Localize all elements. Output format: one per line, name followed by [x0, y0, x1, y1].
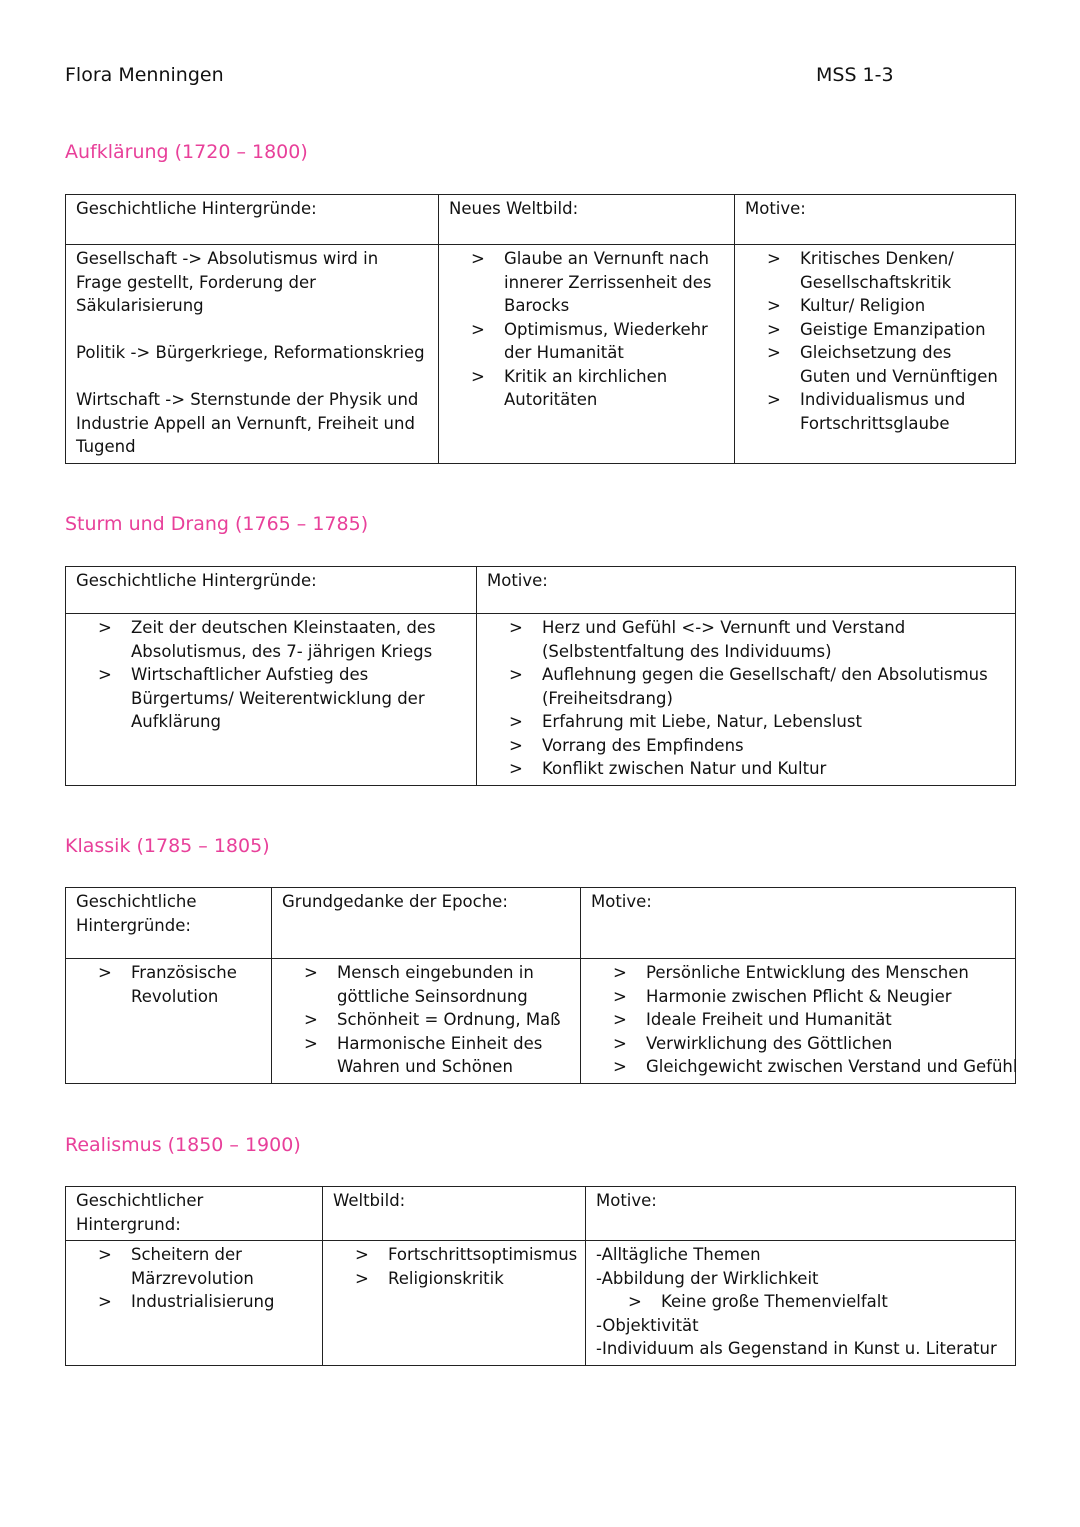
content-cell	[66, 959, 272, 1084]
bullet-icon: >	[767, 319, 781, 339]
content-cell	[735, 245, 1016, 464]
bullet-icon: >	[613, 1033, 627, 1053]
bullet-icon: >	[355, 1268, 369, 1288]
list-item: > Herz und Gefühl <-> Vernunft und Verstand (Selbstentfaltung des Individuums)	[509, 618, 906, 661]
section-title-aufklaerung: Aufklärung (1720 – 1800)	[65, 141, 308, 163]
table-sturm-und-drang	[65, 566, 1016, 786]
bullet-icon: >	[509, 735, 523, 755]
motive-line: -Alltägliche Themen	[596, 1245, 761, 1264]
list-item: > Gleichsetzung des Guten und Vernünftigen	[767, 343, 998, 386]
list-item: > Zeit der deutschen Kleinstaaten, des Absolutismus, des 7- jährigen Kriegs	[98, 618, 436, 661]
content-cell	[66, 245, 439, 464]
motive-subitem: > Keine große Themenvielfalt	[596, 1290, 1005, 1314]
list-item: > Französische Revolution	[98, 963, 237, 1006]
list-item: > Wirtschaftlicher Aufstieg des Bürgertums/ Weiterentwicklung der Aufklärung	[98, 665, 425, 731]
header-cell: Weltbild:	[323, 1187, 586, 1241]
list-item: > Mensch eingebunden in göttliche Seinsordnung	[304, 963, 534, 1006]
bullet-icon: >	[767, 343, 781, 362]
bullet-icon: >	[613, 1010, 627, 1029]
bullet-icon: >	[471, 366, 485, 386]
header-cell: Motive:	[581, 888, 1016, 959]
bullet-icon: >	[767, 390, 781, 409]
list-item: > Persönliche Entwicklung des Menschen	[581, 961, 1005, 985]
list-item: > Gleichgewicht zwischen Verstand und Gefühl	[581, 1055, 1005, 1079]
table-aufklaerung	[65, 194, 1016, 464]
list-item: > Geistige Emanzipation	[735, 318, 1005, 342]
paragraph: Wirtschaft -> Sternstunde der Physik und Industrie Appell an Vernunft, Freiheit und Tugend	[76, 390, 419, 456]
bullet-icon: >	[471, 319, 485, 339]
header-cell: Neues Weltbild:	[439, 195, 735, 245]
bullet-icon: >	[471, 249, 485, 268]
content-cell	[66, 614, 477, 786]
bullet-icon: >	[613, 986, 627, 1006]
bullet-icon: >	[628, 1292, 642, 1311]
bullet-icon: >	[304, 963, 318, 982]
paragraph: Gesellschaft -> Absolutismus wird in Frage gestellt, Forderung der Säkularisierung	[76, 249, 379, 315]
content-cell	[581, 959, 1016, 1084]
list-item: > Scheitern der Märzrevolution	[98, 1245, 254, 1288]
list-item: > Glaube an Vernunft nach innerer Zerrissenheit des Barocks	[471, 249, 712, 315]
bullet-icon: >	[98, 665, 112, 684]
list-item: > Harmonie zwischen Pflicht & Neugier	[581, 985, 1005, 1009]
bullet-icon: >	[98, 1245, 112, 1264]
section-title-realismus: Realismus (1850 – 1900)	[65, 1134, 301, 1156]
list-item: > Industrialisierung	[66, 1290, 312, 1314]
bullet-icon: >	[509, 759, 523, 778]
content-cell	[477, 614, 1016, 786]
motive-line: -Objektivität	[596, 1315, 699, 1335]
list-item: > Vorrang des Empfindens	[477, 734, 1005, 758]
bullet-icon: >	[509, 665, 523, 684]
header-cell: Grundgedanke der Epoche:	[272, 888, 581, 959]
list-item: > Kritik an kirchlichen Autoritäten	[471, 366, 668, 409]
content-cell	[323, 1241, 586, 1366]
header-cell: Motive:	[586, 1187, 1016, 1241]
bullet-icon: >	[355, 1245, 369, 1264]
header-cell: Motive:	[477, 567, 1016, 614]
paragraph: Politik -> Bürgerkriege, Reformationskrieg	[76, 343, 425, 362]
course-label: MSS 1-3	[816, 64, 894, 86]
list-item: > Erfahrung mit Liebe, Natur, Lebenslust	[477, 710, 1005, 734]
bullet-icon: >	[304, 1033, 318, 1053]
author-name: Flora Menningen	[65, 64, 224, 86]
bullet-icon: >	[98, 1292, 112, 1311]
list-item: > Ideale Freiheit und Humanität	[581, 1008, 1005, 1032]
header-cell: Geschichtlicher Hintergrund:	[66, 1187, 323, 1241]
list-item: > Kritisches Denken/ Gesellschaftskritik	[767, 249, 954, 292]
list-item: > Schönheit = Ordnung, Maß	[272, 1008, 570, 1032]
bullet-icon: >	[767, 249, 781, 268]
section-title-klassik: Klassik (1785 – 1805)	[65, 835, 270, 857]
motive-line: -Abbildung der Wirklichkeit	[596, 1268, 819, 1288]
list-item: > Kultur/ Religion	[735, 294, 1005, 318]
header-cell: Geschichtliche Hintergründe:	[66, 567, 477, 614]
list-item: > Harmonische Einheit des Wahren und Schönen	[304, 1033, 543, 1076]
bullet-icon: >	[98, 618, 112, 637]
bullet-icon: >	[767, 296, 781, 315]
table-klassik	[65, 887, 1016, 1084]
list-item: > Individualismus und Fortschrittsglaube	[767, 390, 966, 433]
table-realismus	[65, 1186, 1016, 1366]
list-item: > Verwirklichung des Göttlichen	[581, 1032, 1005, 1056]
bullet-icon: >	[509, 618, 523, 637]
list-item: > Optimismus, Wiederkehr der Humanität	[471, 319, 708, 362]
list-item: > Fortschrittsoptimismus	[323, 1243, 575, 1267]
list-item: > Religionskritik	[323, 1267, 575, 1291]
content-cell	[439, 245, 735, 464]
section-title-sturm-und-drang: Sturm und Drang (1765 – 1785)	[65, 513, 369, 535]
bullet-icon: >	[509, 712, 523, 731]
content-cell	[272, 959, 581, 1084]
content-cell	[66, 1241, 323, 1366]
list-item: > Konflikt zwischen Natur und Kultur	[477, 757, 1005, 781]
header-cell: Geschichtliche Hintergründe:	[66, 195, 439, 245]
header-cell: Geschichtliche Hintergründe:	[66, 888, 272, 959]
header-cell: Motive:	[735, 195, 1016, 245]
bullet-icon: >	[613, 1057, 627, 1076]
bullet-icon: >	[98, 963, 112, 982]
bullet-icon: >	[613, 963, 627, 982]
list-item: > Auflehnung gegen die Gesellschaft/ den Absolutismus (Freiheitsdrang)	[509, 665, 988, 708]
motive-line: -Individuum als Gegenstand in Kunst u. Literatur	[596, 1339, 997, 1358]
content-cell	[586, 1241, 1016, 1366]
bullet-icon: >	[304, 1010, 318, 1029]
